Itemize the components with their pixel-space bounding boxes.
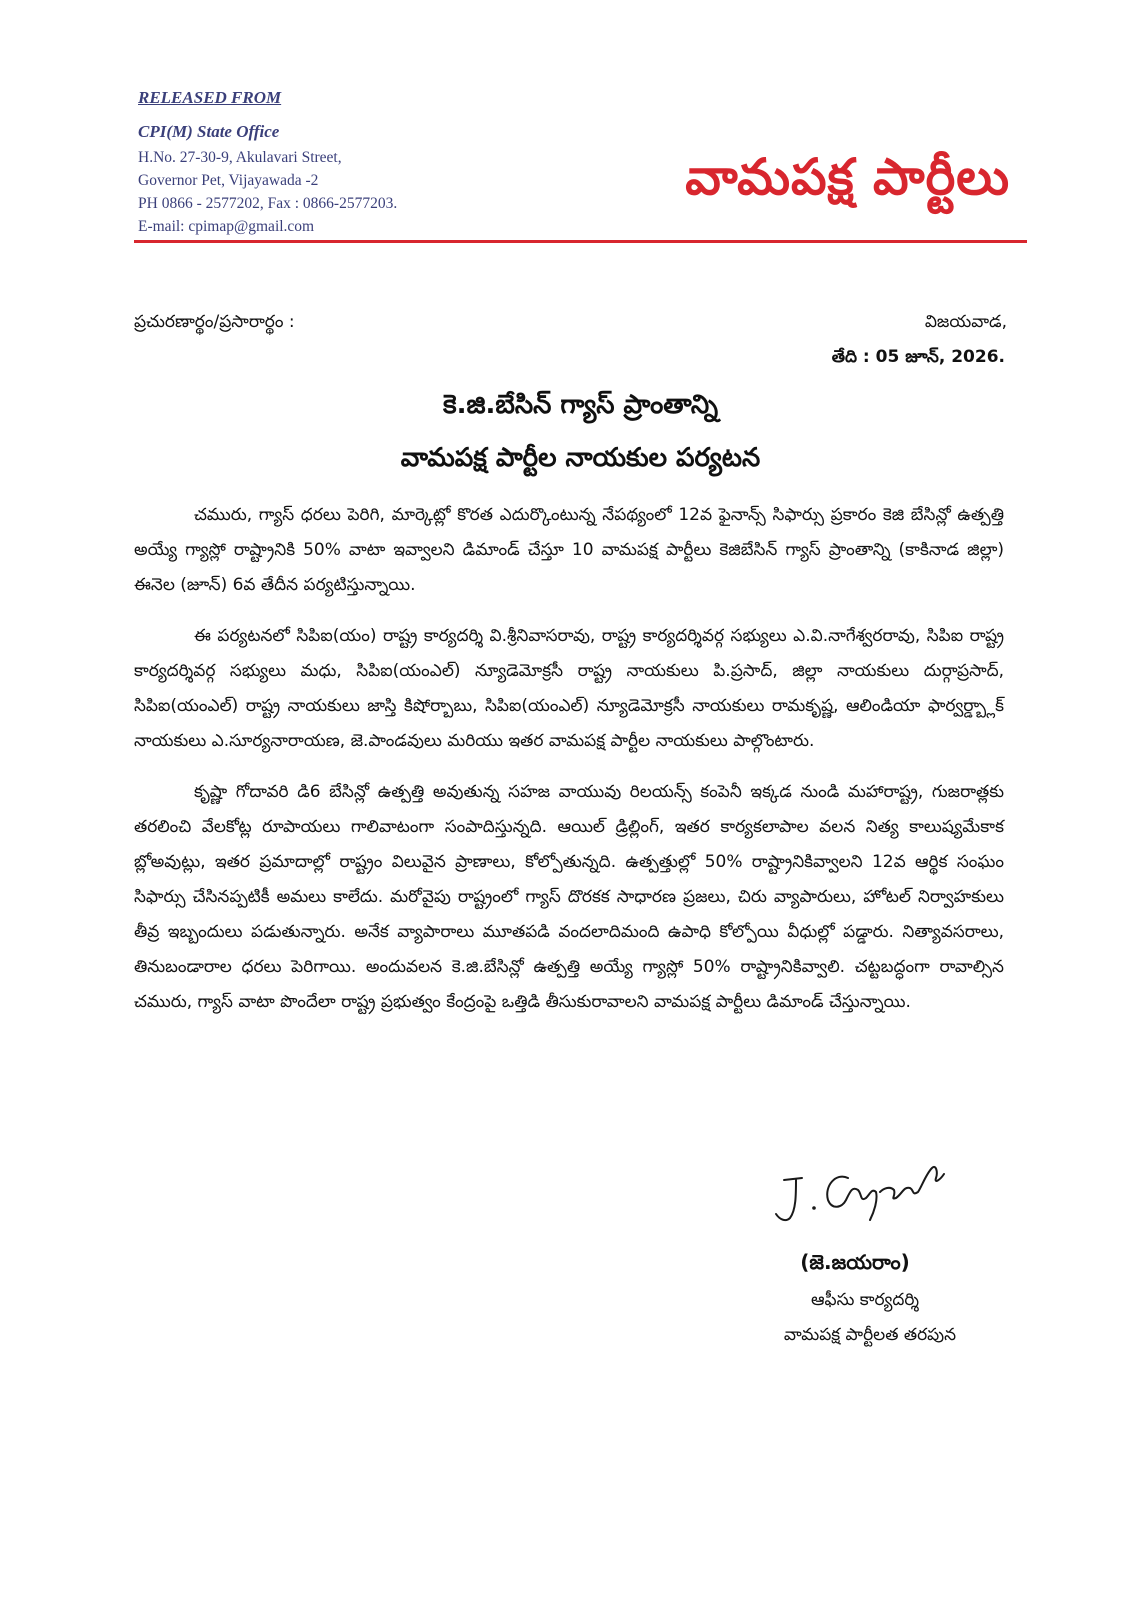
body-paragraph: చమురు, గ్యాస్ ధరలు పెరిగి, మార్కెట్లో కొరత ఎదుర్కొంటున్న నేపథ్యంలో 12వ ఫైనాన్స్ సిఫార్సు ప్రకారం కెజి బేసిన్లో ఉత్పత్తి అయ్యే గ్యాస్లో రాష్ట్రానికి 50% వాటా ఇవ్వాలని డిమాండ్ చేస్తూ 10 వామపక్ష పార్టీలు కెజిబేసిన్ గ్యాస్ ప్రాంతాన్ని (కాకినాడ జిల్లా) ఈనెల (జూన్) 6వ తేదీన పర్యటిస్తున్నాయి. <box>134 505 1004 595</box>
office-name: CPI(M) State Office <box>138 122 280 141</box>
released-from-label: RELEASED FROM <box>138 88 282 107</box>
header-divider <box>134 240 1027 243</box>
publication-label: ప్రచురణార్థం/ప్రసారార్థం : <box>134 312 295 332</box>
headline-line-2: వామపక్ష పార్టీల నాయకుల పర్యటన <box>400 443 761 473</box>
body-paragraph: కృష్ణా గోదావరి డి6 బేసిన్లో ఉత్పత్తి అవుతున్న సహజ వాయువు రిలయన్స్ కంపెనీ ఇక్కడ నుండి మహారాష్ట్ర, గుజరాత్లకు తరలించి వేలకోట్ల రూపాయలు గాలివాటంగా సంపాదిస్తున్నది. ఆయిల్ డ్రిల్లింగ్, ఇతర కార్యకలాపాల వలన నిత్య కాలుష్యమేకాక బ్లోఅవుట్లు, ఇతర ప్రమాదాల్లో రాష్ట్రం విలువైన ప్రాణాలు, కోల్పోతున్నది. ఉత్పత్తుల్లో 50% రాష్ట్రానికివ్వాలని 12వ ఆర్థిక సంఘం సిఫార్సు చేసినప్పటికీ అమలు కాలేదు. మరోవైపు రాష్ట్రంలో గ్యాస్ దొరకక సాధారణ ప్రజలు, చిరు వ్యాపారులు, హోటల్ నిర్వాహకులు తీవ్ర ఇబ్బందులు పడుతున్నారు. అనేక వ్యాపారాలు మూతపడి వందలాదిమంది ఉపాధి కోల్పోయి వీధుల్లో పడ్డారు. నిత్యావసరాలు, తినుబండారాల ధరలు పెరిగాయి. అందువలన కె.జి.బేసిన్లో ఉత్పత్తి అయ్యే గ్యాస్లో 50% రాష్ట్రానికివ్వాలి. చట్టబద్ధంగా రావాల్సిన చమురు, గ్యాస్ వాటా పొందేలా రాష్ట్ర ప్రభుత్వం కేంద్రంపై ఒత్తిడి తీసుకురావాలని వామపక్ష పార్టీలు డిమాండ్ చేస్తున్నాయి. <box>134 782 1004 1012</box>
date-label: తేది : 05 జూన్, 2026. <box>831 347 1005 367</box>
press-release-body <box>134 498 1004 1036</box>
headline-line-1: కె.జి.బేసిన్ గ్యాస్ ప్రాంతాన్ని <box>443 390 718 420</box>
brand-title: వామపక్ష పార్టీలు <box>685 148 1010 206</box>
signer-name: (జె.జయరాం) <box>800 1250 910 1274</box>
phone-fax-line: PH 0866 - 2577202, Fax : 0866-2577203. <box>138 195 398 212</box>
signer-affiliation: వామపక్ష పార్టీలత తరపున <box>783 1325 957 1345</box>
body-paragraph: ఈ పర్యటనలో సిపిఐ(యం) రాష్ట్ర కార్యదర్శి వి.శ్రీనివాసరావు, రాష్ట్ర కార్యదర్శివర్గ సభ్యులు ఎ.వి.నాగేశ్వరరావు, సిపిఐ రాష్ట్ర కార్యదర్శివర్గ సభ్యులు మధు, సిపిఐ(యంఎల్) న్యూడెమోక్రసీ రాష్ట్ర నాయకులు పి.ప్రసాద్, జిల్లా నాయకులు దుర్గాప్రసాద్, సిపిఐ(యంఎల్) రాష్ట్ర నాయకులు జాస్తి కిషోర్బాబు, సిపిఐ(యంఎల్) న్యూడెమోక్రసీ నాయకులు రామకృష్ణ, ఆలిండియా ఫార్వర్డ్బ్లాక్ నాయకులు ఎ.సూర్యనారాయణ, జె.పాండవులు మరియు ఇతర వామపక్ష పార్టీల నాయకులు పాల్గొంటారు. <box>134 626 1004 751</box>
signer-role: ఆఫీసు కార్యదర్శి <box>810 1290 920 1310</box>
place-label: విజయవాడ, <box>924 312 1007 332</box>
address-line: H.No. 27-30-9, Akulavari Street, <box>138 149 342 166</box>
letterhead <box>138 88 438 238</box>
address-line: Governor Pet, Vijayawada -2 <box>138 172 319 189</box>
email-line: E-mail: cpimap@gmail.com <box>138 218 315 235</box>
handwritten-signature <box>762 1150 952 1230</box>
